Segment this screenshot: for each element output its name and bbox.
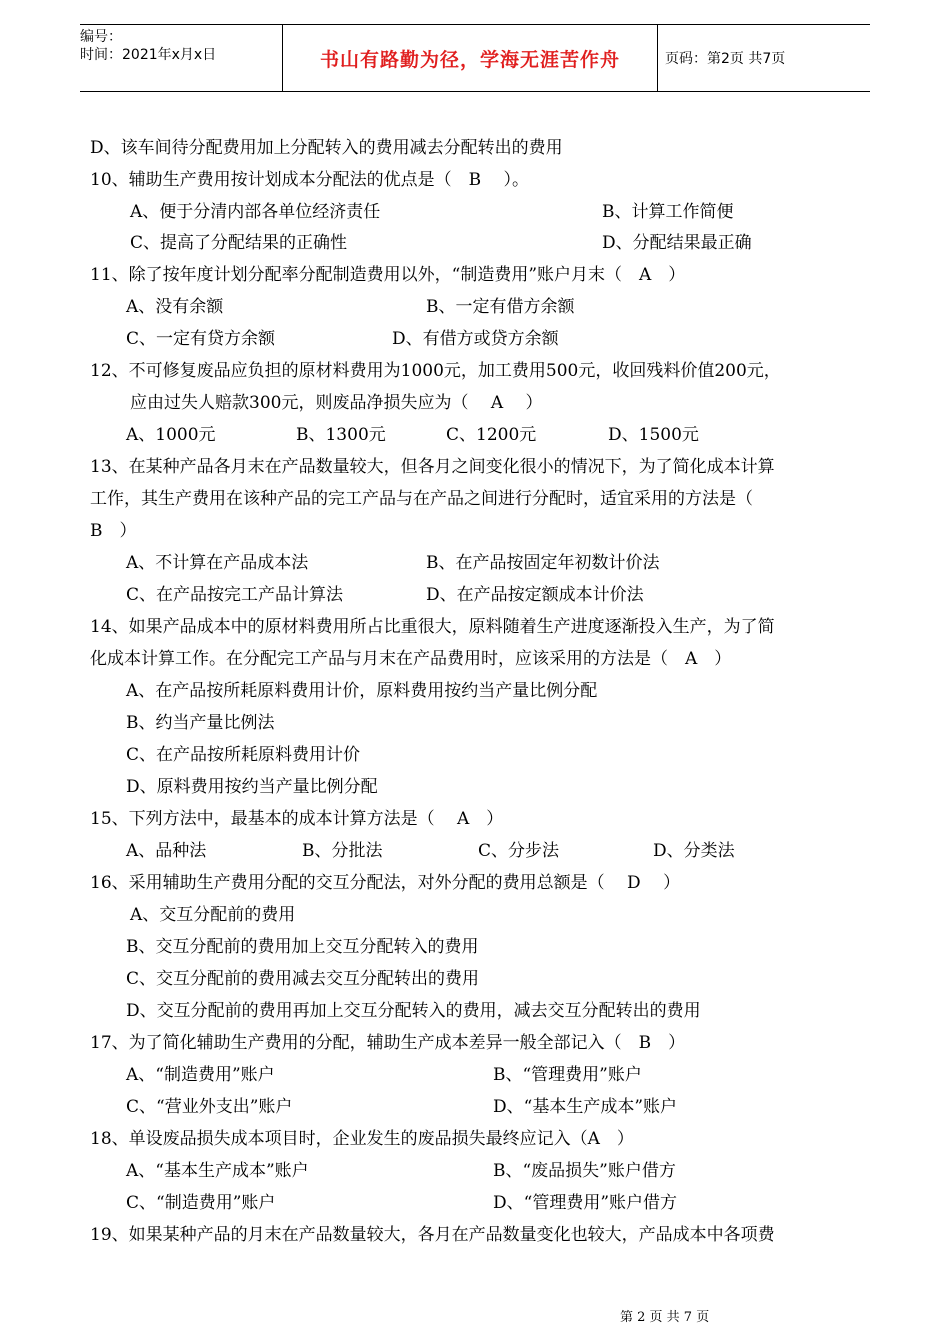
question-15: 15、下列方法中，最基本的成本计算方法是（ A ）	[90, 809, 504, 829]
header-page-code: 页码：第2页 共7页	[665, 51, 786, 67]
option-a: A、“基本生产成本”账户	[126, 1161, 309, 1181]
header-meta	[80, 25, 282, 94]
question-12: 12、不可修复废品应负担的原材料费用为1000元，加工费用500元，收回残料价值200元，	[90, 361, 781, 381]
option-c: C、“制造费用”账户	[126, 1193, 276, 1213]
option-a: A、“制造费用”账户	[126, 1065, 275, 1085]
option-d: D、原料费用按约当产量比例分配	[126, 777, 378, 797]
text-line: 应由过失人赔款300元，则废品净损失应为（ A ）	[130, 393, 543, 413]
option-a: A、没有余额	[126, 297, 224, 317]
question-19: 19、如果某种产品的月末在产品数量较大，各月在产品数量变化也较大，产品成本中各项费	[90, 1225, 775, 1245]
option-a: A、交互分配前的费用	[130, 905, 296, 925]
document-number-label: 编号：	[80, 29, 122, 45]
page-header	[80, 24, 870, 92]
option-c: C、提高了分配结果的正确性	[130, 233, 348, 253]
page-footer: 第 2 页 共 7 页	[620, 1310, 710, 1325]
question-16: 16、采用辅助生产费用分配的交互分配法，对外分配的费用总额是（ D ）	[90, 873, 681, 893]
option-a: A、1000元	[126, 425, 216, 445]
option-d: D、“基本生产成本”账户	[493, 1097, 678, 1117]
question-11: 11、除了按年度计划分配率分配制造费用以外，“制造费用”账户月末（ A ）	[90, 265, 686, 285]
option-c: C、分步法	[478, 841, 560, 861]
text-line: 化成本计算工作。在分配完工产品与月末在产品费用时，应该采用的方法是（ A ）	[90, 649, 732, 669]
option-d: D、1500元	[608, 425, 699, 445]
option-d: D、交互分配前的费用再加上交互分配转入的费用，减去交互分配转出的费用	[126, 1001, 701, 1021]
text-line: B ）	[90, 521, 137, 541]
option-b: B、1300元	[296, 425, 386, 445]
option-a: A、便于分清内部各单位经济责任	[130, 202, 381, 222]
option-c: C、1200元	[446, 425, 537, 445]
document-time: 时间：2021年x月x日	[80, 47, 217, 63]
option-b: B、“管理费用”账户	[493, 1065, 642, 1085]
option-d: D、“管理费用”账户借方	[493, 1193, 678, 1213]
question-10: 10、辅助生产费用按计划成本分配法的优点是（ B ）。	[90, 170, 530, 190]
option-c: C、在产品按所耗原料费用计价	[126, 745, 361, 765]
question-18: 18、单设废品损失成本项目时，企业发生的废品损失最终应记入（A ）	[90, 1129, 634, 1149]
option-b: B、分批法	[302, 841, 383, 861]
option-b: B、一定有借方余额	[426, 297, 575, 317]
header-motto: 书山有路勤为径，学海无涯苦作舟	[282, 25, 658, 91]
text-line: 工作，其生产费用在该种产品的完工产品与在产品之间进行分配时，适宜采用的方法是（	[90, 489, 753, 509]
text-line: D、该车间待分配费用加上分配转入的费用减去分配转出的费用	[90, 138, 563, 158]
option-b: B、在产品按固定年初数计价法	[426, 553, 660, 573]
option-b: B、“废品损失”账户借方	[493, 1161, 676, 1181]
option-d: D、在产品按定额成本计价法	[426, 585, 644, 605]
option-c: C、“营业外支出”账户	[126, 1097, 293, 1117]
option-c: C、一定有贷方余额	[126, 329, 276, 349]
option-b: B、交互分配前的费用加上交互分配转入的费用	[126, 937, 479, 957]
option-b: B、计算工作简便	[602, 202, 734, 222]
option-a: A、在产品按所耗原料费用计价，原料费用按约当产量比例分配	[126, 681, 598, 701]
option-b: B、约当产量比例法	[126, 713, 275, 733]
option-d: D、分类法	[653, 841, 735, 861]
option-c: C、交互分配前的费用减去交互分配转出的费用	[126, 969, 480, 989]
option-d: D、有借方或贷方余额	[392, 329, 559, 349]
question-17: 17、为了简化辅助生产费用的分配，辅助生产成本差异一般全部记入（ B ）	[90, 1033, 686, 1053]
option-d: D、分配结果最正确	[602, 233, 752, 253]
question-14: 14、如果产品成本中的原材料费用所占比重很大，原料随着生产进度逐渐投入生产，为了简	[90, 617, 775, 637]
option-c: C、在产品按完工产品计算法	[126, 585, 344, 605]
question-13: 13、在某种产品各月末在产品数量较大，但各月之间变化很小的情况下，为了简化成本计算	[90, 457, 775, 477]
option-a: A、品种法	[126, 841, 207, 861]
option-a: A、不计算在产品成本法	[126, 553, 309, 573]
